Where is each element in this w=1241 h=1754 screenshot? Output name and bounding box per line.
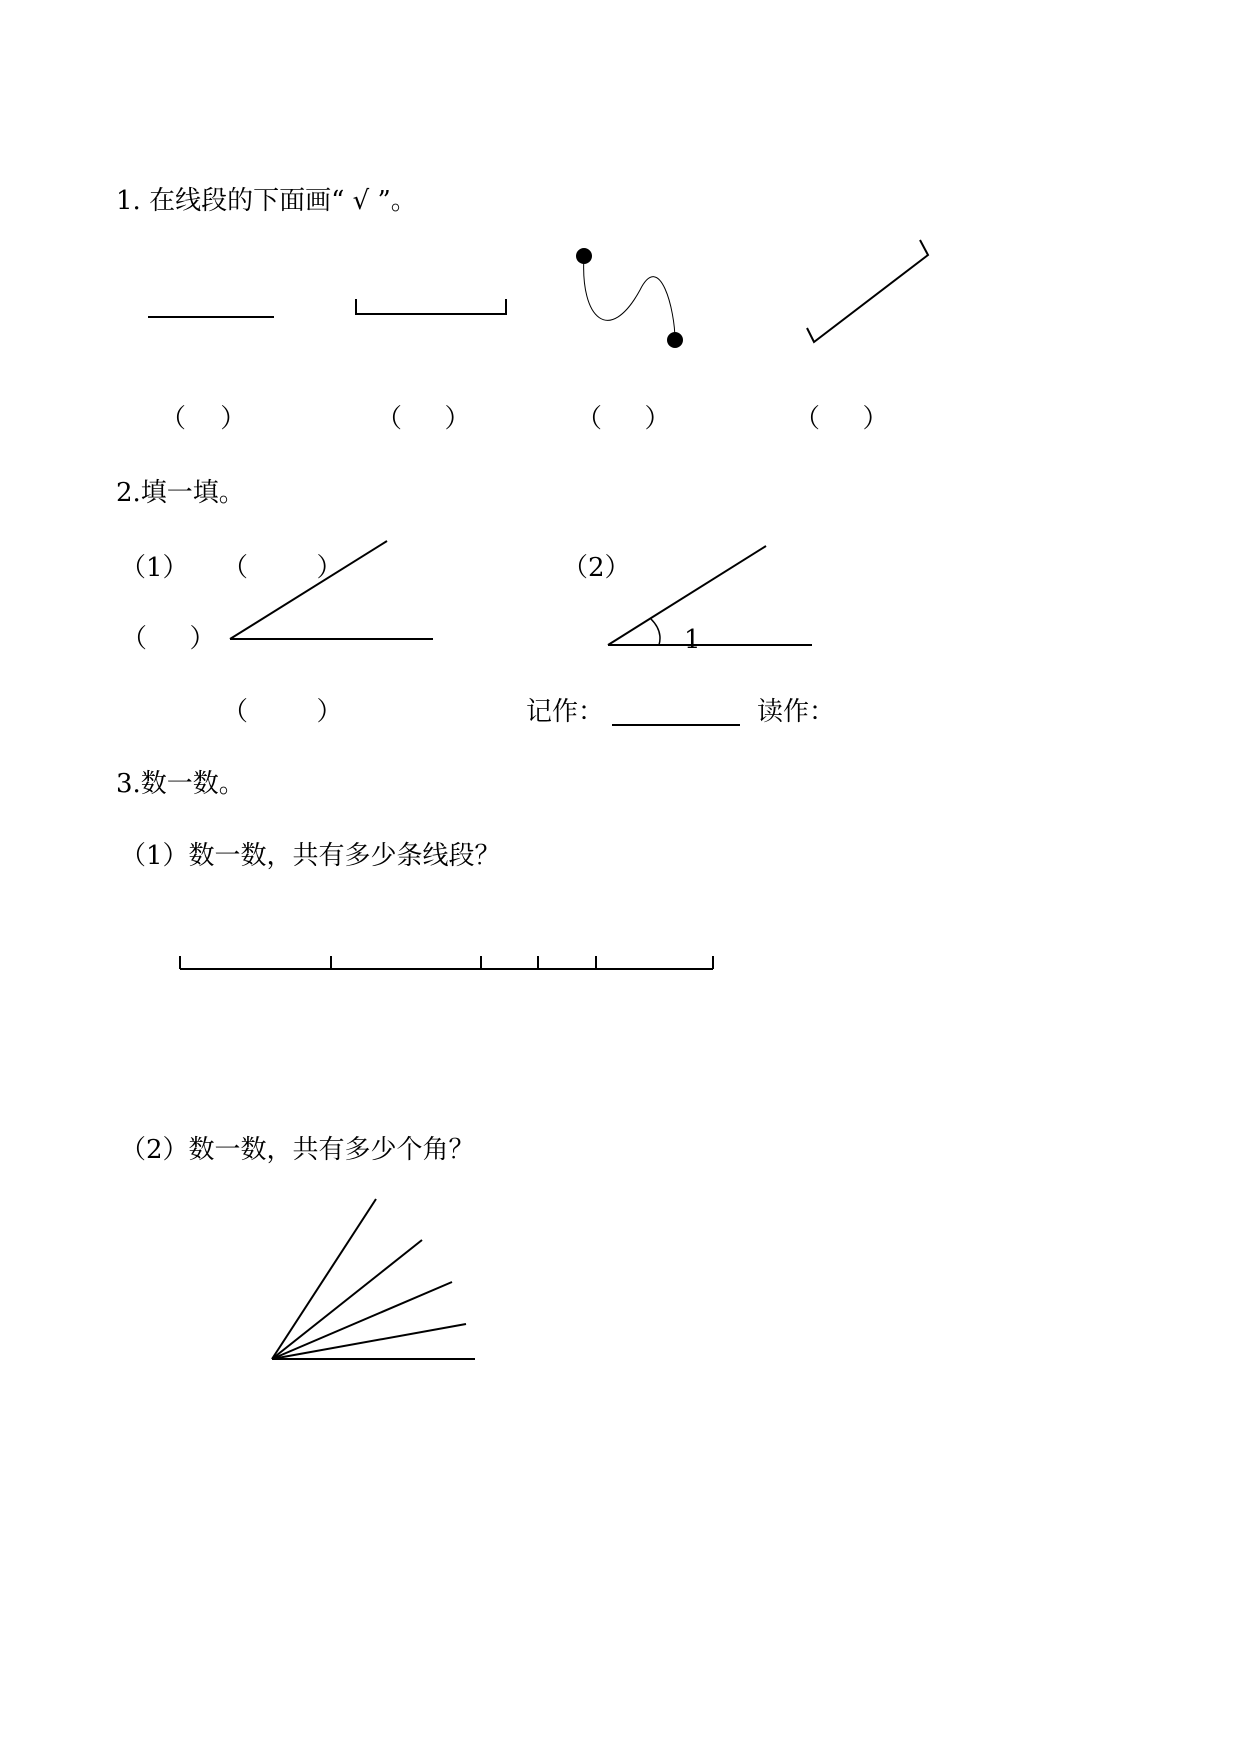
q1-title: 1. 在线段的下面画“ √ ”。 [116,186,417,216]
q2-title: 2.填一填。 [116,478,245,508]
q3-title: 3.数一数。 [116,769,245,799]
q1-answer-blank-2[interactable]: （ ） [376,404,471,434]
q1-shape-curve-start-dot [576,248,592,264]
q1-answer-blank-3[interactable]: （ ） [576,404,671,434]
q1-shape-curve-end-dot [667,332,683,348]
q2-angle2-arc [651,619,660,645]
q3-fan-ray-1 [272,1199,376,1359]
q1-answer-blank-1[interactable]: （ ） [160,404,247,434]
q2-part2-label: （2） [562,553,631,583]
q2-part1-blank-bottom[interactable]: （ ） [222,697,343,727]
q2-part1-blank-top[interactable]: （ ） [222,553,343,583]
q1-answer-blank-4[interactable]: （ ） [794,404,889,434]
q3-part1-question: （1）数一数，共有多少条线段？ [120,841,501,871]
q2-part2-record-label: 记作： [526,697,605,727]
q1-shape-tilted-segment [807,240,928,342]
q3-fan-ray-2 [272,1240,422,1359]
q2-part1-blank-left[interactable]: （ ） [121,624,216,654]
q2-part2-read-label: 读作： [757,697,836,727]
q1-shape-segment [356,299,506,314]
q3-fan-ray-3 [272,1282,452,1359]
q2-part1-label: （1） [120,553,189,583]
q3-part2-question: （2）数一数，共有多少个角？ [120,1135,475,1165]
q3-fan-ray-4 [272,1324,466,1359]
q1-shape-curve [584,256,675,340]
q2-part2-angle-mark: 1 [684,625,701,655]
